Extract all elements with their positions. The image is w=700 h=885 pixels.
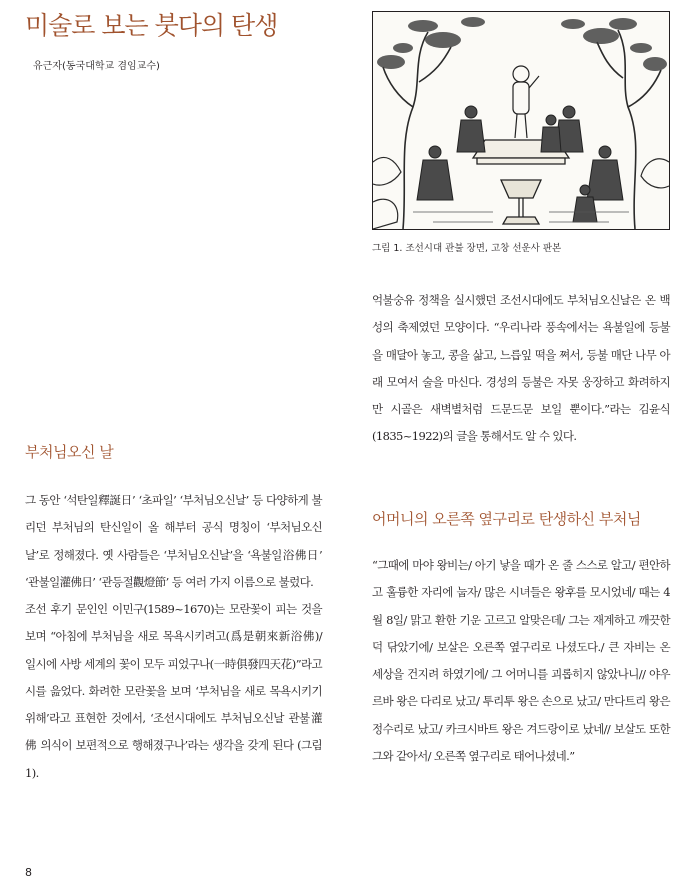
author-byline: 유근자(동국대학교 겸임교수) (33, 61, 160, 72)
section-heading-right-side-birth: 어머니의 오른쪽 옆구리로 탄생하신 부처님 (372, 510, 641, 528)
page-title: 미술로 보는 붓다의 탄생 (25, 11, 278, 40)
left-paragraph-2: 조선 후기 문인인 이민구(1589~1670)는 모란꽃이 피는 것을 보며 “아침에 부처님을 새로 목욕시키려고(爲是朝來新浴佛)/ 일시에 사방 세계의 꽃이 모두 피었구나(一時俱發四天花)”라고 시를 읊었다. 화려한 모란꽃을 보며 ‘부처님을 새로 목욕시키기 위해’라고 표현한 것에서, ‘조선시대에도 부처님오신날 관불灌佛 의식이 보편적으로 행해졌구나’라는 생각을 갖게 된다 (그림1). (25, 602, 322, 780)
bathing-buddha-scene-image (373, 12, 669, 229)
right-paragraph-1: 억불숭유 정책을 실시했던 조선시대에도 부처님오신날은 온 백성의 축제였던 모양이다. “우리나라 풍속에서는 욕불일에 등불을 매달아 놓고, 콩을 삶고, 느릅잎 떡을 쪄서, 등불 매단 나무 아래 모여서 술을 마신다. 경성의 등불은 자못 웅장하고 화려하지만 시골은 새벽별처럼 드문드문 보일 뿐이다.”라는 김윤식(1835~1922)의 글을 통해서도 알 수 있다. (372, 293, 670, 444)
right-paragraph-2: “그때에 마야 왕비는/ 아기 낳을 때가 온 줄 스스로 알고/ 편안하고 훌륭한 자리에 눕자/ 많은 시녀들은 왕후를 모시었네/ 때는 4월 8일/ 맑고 환한 기운 고르고 알맞은데/ 그는 재계하고 깨끗한 덕 닦았기에/ 보살은 오른쪽 옆구리로 나셨도다./ 큰 자비는 온 세상을 건지려 하였기에/ 그 어머니를 괴롭히지 않았나니// 야우르바 왕은 다리로 났고/ 투리투 왕은 손으로 났고/ 만다트리 왕은 정수리로 났고/ 카크시바트 왕은 겨드랑이로 났네// 보살도 또한 그와 같아서/ 오른쪽 옆구리로 태어나셨네.” (372, 558, 670, 764)
woodblock-illustration (372, 11, 670, 230)
left-paragraph-1: 그 동안 ‘석탄일釋誕日’ ‘초파일’ ‘부처님오신날’ 등 다양하게 불리던 부처님의 탄신일이 올 해부터 공식 명칭이 ‘부처님오신날’로 정해졌다. 옛 사람들은 ‘부처님오신날’을 ‘욕불일浴佛日’ ‘관불일灌佛日’ ‘관등절觀燈節’ 등 여러 가지 이름으로 불렀다. (25, 493, 322, 589)
figure-caption: 그림 1. 조선시대 관불 장면, 고창 선운사 판본 (372, 243, 562, 254)
section-heading-birthday: 부처님오신 날 (25, 443, 114, 461)
page-number: 8 (25, 866, 32, 879)
